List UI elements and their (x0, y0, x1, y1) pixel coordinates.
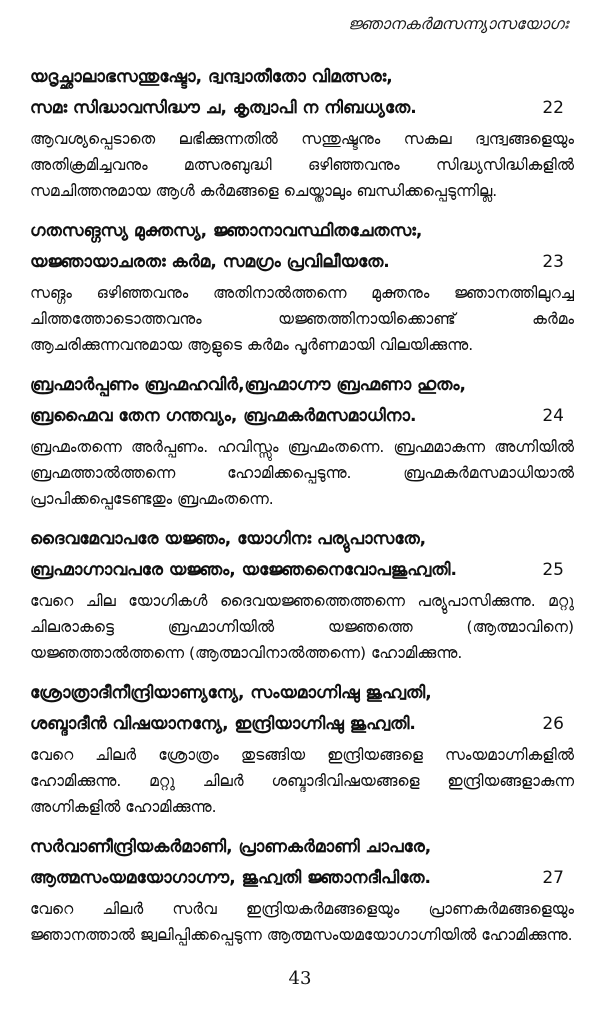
verse-22 (30, 62, 574, 204)
verse-number: 25 (542, 560, 564, 580)
sloka-line-2-row (30, 555, 574, 586)
sloka-line-1: സർവാണീന്ദ്രിയകർമാണി, പ്രാണകർമാണി ചാപരേ, (30, 837, 432, 857)
sloka-line-2: യജ്ഞായാചരതഃ കർമ, സമഗ്രം പ്രവിലീയതേ. (30, 252, 390, 272)
verse-number: 22 (542, 98, 564, 118)
translation: സങ്ഗം ഒഴിഞ്ഞവനും അതിനാൽത്തന്നെ മുക്തനും ജ്ഞാനത്തിലുറച്ച ചിത്തത്തോടൊത്തവനും യജ്ഞത്തിനായിക്കൊണ്ട് കർമം ആചരിക്കുന്നവനുമായ ആളുടെ കർമം പൂർണമായി വിലയിക്കുന്നു. (30, 284, 574, 354)
verse-27 (30, 832, 574, 948)
sloka-line-2-row (30, 93, 574, 124)
verse-23 (30, 216, 574, 358)
page-number: 43 (288, 968, 312, 989)
verse-25 (30, 524, 574, 666)
sloka-line-1: ദൈവമേവാപരേ യജ്ഞം, യോഗിനഃ പര്യുപാസതേ, (30, 529, 427, 549)
sloka-line-2: സമഃ സിദ്ധാവസിദ്ധൗ ച, കൃത്വാപി ന നിബധ്യതേ. (30, 98, 417, 118)
sloka-line-1: യദൃച്ഛാലാഭസന്തുഷ്ടോ, ദ്വന്ദ്വാതീതോ വിമത്സരഃ, (30, 67, 393, 87)
verse-number: 23 (542, 252, 564, 272)
sloka-line-2-row (30, 863, 574, 894)
translation: ബ്രഹ്മംതന്നെ അർപ്പണം. ഹവിസ്സും ബ്രഹ്മംതന്നെ. ബ്രഹ്മമാകുന്ന അഗ്നിയിൽ ബ്രഹ്മത്താൽത്തന്നെ ഹോമിക്കപ്പെടുന്നു. ബ്രഹ്മകർമസമാധിയാൽ പ്രാപിക്കപ്പെടേണ്ടതും ബ്രഹ്മംതന്നെ. (30, 438, 574, 508)
sloka-line-2-row (30, 709, 574, 740)
verse-number: 26 (542, 714, 564, 734)
verse-26 (30, 678, 574, 820)
translation: വേറെ ചിലർ ശ്രോത്രം തുടങ്ങിയ ഇന്ദ്രിയങ്ങളെ സംയമാഗ്നികളിൽ ഹോമിക്കുന്നു. മറ്റു ചിലർ ശബ്ദാദിവിഷയങ്ങളെ ഇന്ദ്രിയങ്ങളാകുന്ന അഗ്നികളിൽ ഹോമിക്കുന്നു. (30, 746, 574, 816)
sloka-line-2: ആത്മസംയമയോഗാഗ്നൗ, ജുഹ്വതി ജ്ഞാനദീപിതേ. (30, 868, 431, 888)
chapter-title: ജ്ഞാനകർമസന്ന്യാസയോഗഃ (348, 14, 568, 33)
sloka-line-2: ശബ്ദാദീൻ വിഷയാനന്യേ, ഇന്ദ്രിയാഗ്നിഷു ജുഹ്വതി. (30, 714, 416, 734)
translation: വേറെ ചില യോഗികൾ ദൈവയജ്ഞത്തെത്തന്നെ പര്യുപാസിക്കുന്നു. മറ്റു ചിലരാകട്ടെ ബ്രഹ്മാഗ്നിയിൽ യജ്ഞത്തെ (ആത്മാവിനെ) യജ്ഞത്താൽത്തന്നെ (ആത്മാവിനാൽത്തന്നെ) ഹോമിക്കുന്നു. (30, 592, 574, 662)
translation: വേറെ ചിലർ സർവ ഇന്ദ്രിയകർമങ്ങളെയും പ്രാണകർമങ്ങളെയും ജ്ഞാനത്താൽ ജ്വലിപ്പിക്കപ്പെടുന്ന ആത്മസംയമയോഗാഗ്നിയിൽ ഹോമിക്കുന്നു. (30, 900, 574, 944)
sloka-line-1: ശ്രോത്രാദീനീന്ദ്രിയാണ്യന്യേ, സംയമാഗ്നിഷു ജുഹ്വതി, (30, 683, 432, 703)
verses-content (30, 62, 574, 960)
sloka-line-2-row (30, 247, 574, 278)
translation: ആവശ്യപ്പെടാതെ ലഭിക്കുന്നതിൽ സന്തുഷ്ടനും സകല ദ്വന്ദ്വങ്ങളെയും അതിക്രമിച്ചവനും മത്സരബുദ്ധി ഒഴിഞ്ഞവനും സിദ്ധ്യസിദ്ധികളിൽ സമചിത്തനുമായ ആൾ കർമങ്ങളെ ചെയ്താലും ബന്ധിക്കപ്പെടുന്നില്ല. (30, 130, 574, 200)
sloka-line-2-row (30, 401, 574, 432)
sloka-line-1: ഗതസങ്ഗസ്യ മുക്തസ്യ, ജ്ഞാനാവസ്ഥിതചേതസഃ, (30, 221, 423, 241)
sloka-line-2: ബ്രഹ്മാഗ്നാവപരേ യജ്ഞം, യജ്ഞേനൈവോപജുഹ്വതി. (30, 560, 457, 580)
sloka-line-1: ബ്രഹ്മാർപ്പണം ബ്രഹ്മഹവിർ,ബ്രഹ്മാഗ്നൗ ബ്രഹ്മണാ ഹുതം, (30, 375, 466, 395)
sloka-line-2: ബ്രഹ്മൈവ തേന ഗന്തവ്യം, ബ്രഹ്മകർമസമാധിനാ. (30, 406, 417, 426)
verse-number: 27 (542, 868, 564, 888)
verse-number: 24 (542, 406, 564, 426)
verse-24 (30, 370, 574, 512)
